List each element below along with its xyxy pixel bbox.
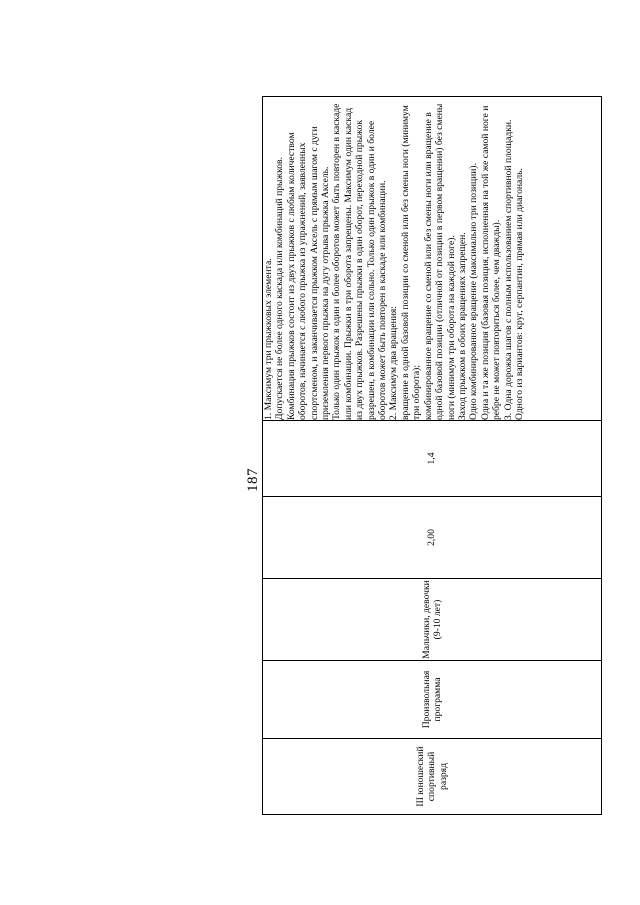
page-number: 187: [245, 468, 261, 492]
rank-cell: III юношеский спортивный разряд: [263, 739, 602, 815]
program-cell: Произвольная программа: [263, 661, 602, 739]
requirement-line: 1. Максимум три прыжковых элемента.: [263, 258, 274, 420]
requirement-line: Комбинация прыжков состоит из двух прыжков с любым количеством оборотов, начинается с любого прыжка из упражнений, заявленных спортсменом, и заканчивается прыжком Аксель с прямым шагом с дуги приземления первого прыжка на дугу отрыва прыжка Аксель.: [285, 126, 332, 420]
value-cell-2: 1,4: [263, 421, 602, 497]
requirement-line: Только один прыжок в один и более оборотов может быть повторен в каскаде или комбинации. Прыжки в три оборота запрещены. Максимум один каскад из двух прыжков. Разрешены прыжки в один оборот, переходной прыжок разрешен, в комбинации или сольно. Только один прыжок в один и более оборотов может быть повторен в каскаде или комбинации.: [331, 103, 389, 420]
rotated-table-region: [245, 97, 602, 815]
table-row: [263, 97, 602, 815]
requirement-line: Допускается не более одного каскада или комбинаций прыжков.: [274, 157, 286, 420]
requirement-line: Одно комбинированное вращение (максимально три позиции).: [468, 162, 480, 420]
requirement-line: Одна и та же позиция (базовая позиция, исполненная на той же самой ноге и ребре не может повториться более, чем дважды).: [479, 105, 503, 420]
requirements-table: [262, 96, 602, 815]
value-cell-1: 2,00: [263, 497, 602, 579]
requirement-line: Заход прыжком в обоих вращениях запрещен.: [456, 232, 468, 420]
requirement-line: Одного из вариантов: круг, серпантин, прямая или диагональ.: [513, 168, 525, 420]
requirement-line: 2. Максимум два вращения:: [388, 306, 400, 420]
requirement-line: 3. Одна дорожка шагов с полным использованием спортивной площадки.: [502, 119, 514, 420]
age-group-cell: Мальчики, девочки (9-10 лет): [263, 579, 602, 661]
requirement-line: комбинированное вращение со сменой или без смены ноги или вращение в одной базовой позиции (отличной от позиции в первом вращении) без смены ноги (минимум три оборота на каждой ноге).: [422, 103, 457, 420]
requirements-cell: [263, 97, 602, 421]
requirement-line: вращение в одной базовой позиции со сменой или без смены ноги (минимум три оборота);: [399, 105, 423, 420]
